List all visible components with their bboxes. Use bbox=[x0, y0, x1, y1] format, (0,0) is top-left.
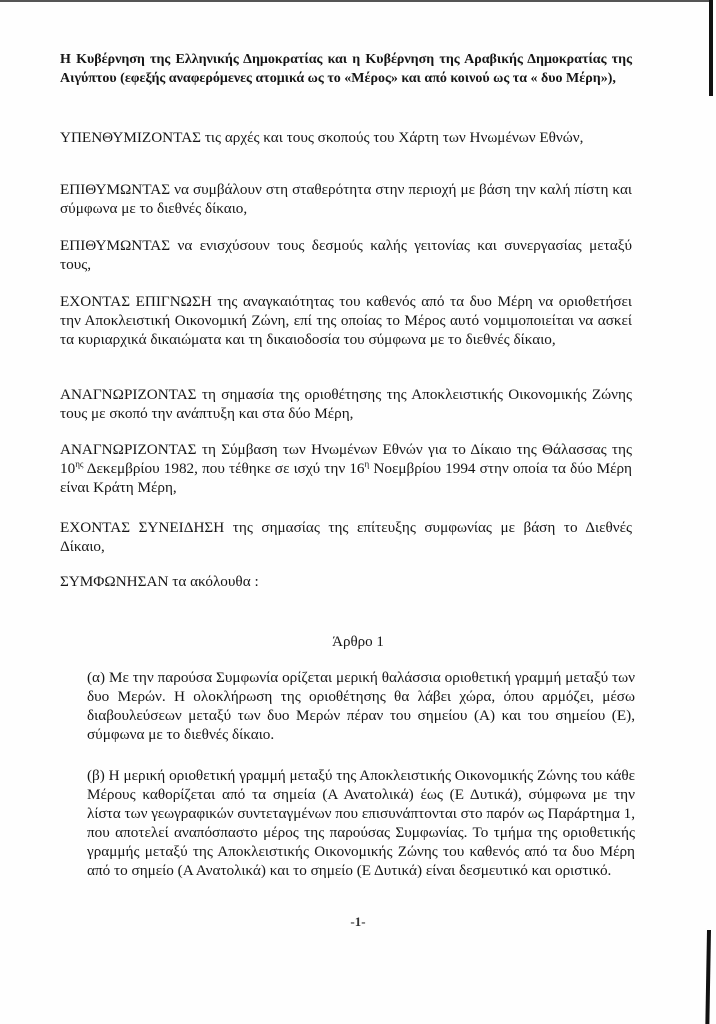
preamble-conscious bbox=[60, 518, 632, 556]
page-number: -1- bbox=[350, 914, 366, 929]
preamble-text: τη Σύμβαση των Ηνωμένων Εθνών για το Δίκαιο της Θάλασσας της 10 bbox=[60, 441, 632, 477]
preamble-parties bbox=[60, 50, 632, 88]
preamble-desiring-stability bbox=[60, 180, 632, 218]
preamble-agreed bbox=[60, 572, 632, 591]
preamble-text: Η Κυβέρνηση της Ελληνικής Δημοκρατίας και η Κυβέρνηση της Αραβικής Δημοκρατίας της Αιγύπτου (εφεξής αναφερόμενες ατομικά ως το «Μέρος» και από κοινού ως τα « δυο Μέρη»), bbox=[60, 52, 632, 86]
preamble-aware bbox=[60, 292, 632, 349]
clause-text: (β) Η μερική οριοθετική γραμμή μεταξύ της Αποκλειστικής Οικονομικής Ζώνης του κάθε Μέρους καθορίζεται από τα σημεία (Α Ανατολικά) έως (Ε Δυτικά), σύμφωνα με την λίστα των γεωγραφικών συντεταγμένων που επισυνάπτονται στο παρόν ως Παράρτημα 1, που αποτελεί αναπόσπαστο μέρος της παρούσας Συμφωνίας. Το τμήμα της οριοθετικής γραμμής μεταξύ της Αποκλειστικής Οικονομικής Ζώνης του καθενός από τα δυο Μέρη από το σημείο (Α Ανατολικά) και το σημείο (Ε Δυτικά) είναι δεσμευτικό και οριστικό. bbox=[87, 767, 635, 879]
preamble-lead: ΥΠΕΝΘΥΜΙΖΟΝΤΑΣ bbox=[60, 129, 202, 146]
preamble-lead: ΕΧΟΝΤΑΣ ΣΥΝΕΙΔΗΣΗ bbox=[60, 519, 225, 536]
preamble-recalling bbox=[60, 128, 632, 147]
article-title: Άρθρο 1 bbox=[332, 634, 384, 650]
preamble-lead: ΑΝΑΓΝΩΡΙΖΟΝΤΑΣ bbox=[60, 441, 197, 458]
preamble-recognising-delimitation bbox=[60, 385, 632, 423]
preamble-lead: ΕΠΙΘΥΜΩΝΤΑΣ bbox=[60, 237, 171, 254]
ordinal-superscript: ης bbox=[75, 458, 84, 469]
clause-text: (α) Με την παρούσα Συμφωνία ορίζεται μερική θαλάσσια οριοθετική γραμμή μεταξύ των δυο Μερών. Η ολοκλήρωση της οριοθέτησης θα λάβει χώρα, όπου αρμόζει, μέσω διαβουλεύσεων μεταξύ των δυο Μερών πέραν του σημείου (Α) και του σημείου (Ε), σύμφωνα με το διεθνές δίκαιο. bbox=[87, 669, 635, 743]
preamble-recognising-unclos bbox=[60, 440, 632, 497]
preamble-lead: ΑΝΑΓΝΩΡΙΖΟΝΤΑΣ bbox=[60, 386, 197, 403]
article-clause-b bbox=[87, 766, 635, 880]
preamble-text: να ενισχύσουν τους δεσμούς καλής γειτονίας και συνεργασίας μεταξύ τους, bbox=[60, 237, 632, 273]
preamble-text: τη σημασία της οριοθέτησης της Αποκλειστικής Οικονομικής Ζώνης τους με σκοπό την ανάπτυξη και στα δύο Μέρη, bbox=[60, 386, 632, 422]
preamble-text: της αναγκαιότητας του καθενός από τα δυο Μέρη να οριοθετήσει την Αποκλειστική Οικονομική Ζώνη, επί της οποίας το Μέρος αυτό νομιμοποιείται να ασκεί τα κυριαρχικά δικαιώματα και τη δικαιοδοσία του σύμφωνα με το διεθνές δίκαιο, bbox=[60, 293, 632, 348]
scan-edge-bar-top bbox=[709, 0, 713, 96]
preamble-text: τα ακόλουθα : bbox=[168, 573, 259, 590]
preamble-text: να συμβάλουν στη σταθερότητα στην περιοχή με βάση την καλή πίστη και σύμφωνα με το διεθνές δίκαιο, bbox=[60, 181, 632, 217]
preamble-lead: ΕΠΙΘΥΜΩΝΤΑΣ bbox=[60, 181, 171, 198]
ordinal-superscript: η bbox=[364, 458, 370, 469]
article-clause-a bbox=[87, 668, 635, 744]
preamble-text: Νοεμβρίου 1994 στην οποία τα δύο Μέρη είναι Κράτη Μέρη, bbox=[60, 460, 632, 496]
preamble-desiring-neighbourly bbox=[60, 236, 632, 274]
preamble-lead: ΣΥΜΦΩΝΗΣΑΝ bbox=[60, 573, 169, 590]
preamble-text: της σημασίας της επίτευξης συμφωνίας με βάση το Διεθνές Δίκαιο, bbox=[60, 519, 633, 555]
preamble-lead: ΕΧΟΝΤΑΣ ΕΠΙΓΝΩΣΗ bbox=[60, 293, 212, 310]
scan-top-edge bbox=[0, 0, 712, 2]
preamble-text: τις αρχές και τους σκοπούς του Χάρτη των Ηνωμένων Εθνών, bbox=[201, 129, 584, 146]
scan-edge-bar-bottom bbox=[705, 930, 711, 1024]
preamble-text: Δεκεμβρίου 1982, που τέθηκε σε ισχύ την 16 bbox=[83, 460, 365, 477]
